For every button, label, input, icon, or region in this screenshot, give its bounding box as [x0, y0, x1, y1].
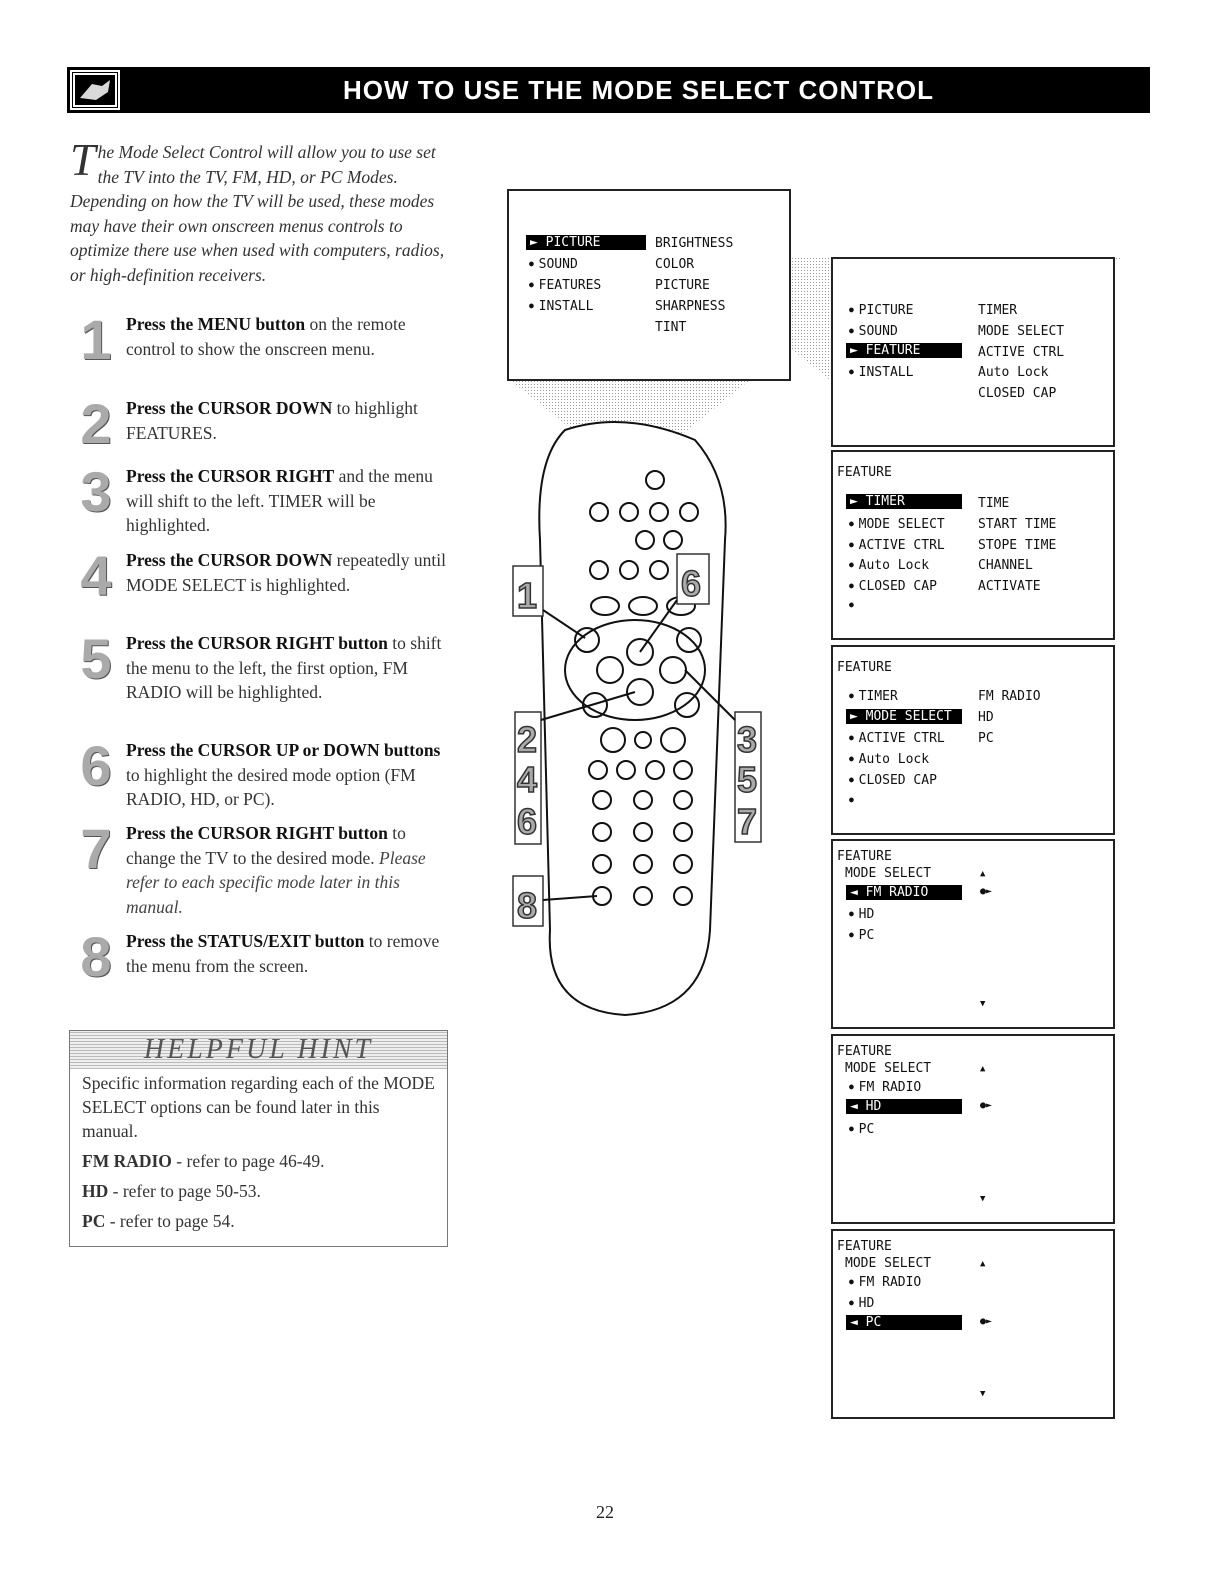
menu-item: ● Auto Lock — [849, 558, 929, 573]
menu-screen-main — [507, 189, 791, 381]
menu-item: ● FM RADIO — [849, 1080, 921, 1095]
step-desc: repeatedly until MODE SELECT is highlighted. — [126, 550, 446, 595]
step-action: Press the STATUS/EXIT button — [126, 931, 365, 951]
hint-ref-text: - refer to page 46-49. — [171, 1151, 325, 1171]
submenu-item: ACTIVE CTRL — [978, 345, 1065, 360]
menu-screen-1 — [831, 257, 1115, 447]
step-action: Press the CURSOR DOWN — [126, 550, 333, 570]
step-5 — [70, 627, 450, 705]
menu-item: ● HD — [849, 1296, 874, 1311]
hint-ref-text: - refer to page 54. — [105, 1211, 235, 1231]
screen-subtitle: MODE SELECT — [845, 1061, 932, 1076]
menu-item: ● INSTALL — [849, 365, 913, 380]
down-arrow-icon: ▼ — [980, 999, 986, 1009]
menu-screen-6 — [831, 1229, 1115, 1419]
step-8 — [70, 925, 450, 988]
menu-item: ● TIMER — [849, 689, 898, 704]
menu-item: ● ACTIVE CTRL — [849, 538, 945, 553]
page-header — [67, 67, 1150, 113]
remote-control-illustration — [505, 420, 758, 1020]
empty-bullet: ● — [849, 600, 854, 609]
menu-item: ● HD — [849, 907, 874, 922]
menu-item: ● CLOSED CAP — [849, 773, 937, 788]
callout-4: 4 — [517, 759, 538, 800]
callout-2: 2 — [517, 719, 538, 760]
up-arrow-icon: ▲ — [980, 1064, 986, 1074]
screen-title: FEATURE — [837, 660, 892, 675]
menu-item-install: ● INSTALL — [529, 299, 593, 314]
step-desc: on the remote control to show the onscreen menu. — [126, 314, 406, 359]
callout-7: 7 — [737, 801, 758, 842]
menu-item-picture: ► PICTURE — [526, 235, 646, 250]
submenu-item: MODE SELECT — [978, 324, 1065, 339]
up-arrow-icon: ▲ — [980, 1259, 986, 1269]
menu-item: ● PC — [849, 1122, 874, 1137]
screen-title: FEATURE — [837, 1044, 892, 1059]
step-number: 5 — [80, 627, 112, 690]
page-title: HOW TO USE THE MODE SELECT CONTROL — [342, 75, 935, 105]
step-3 — [70, 460, 450, 538]
hint-ref-fm — [82, 1149, 435, 1173]
step-number: 6 — [80, 734, 112, 797]
intro-paragraph — [70, 134, 450, 287]
down-arrow-icon: ▼ — [980, 1194, 986, 1204]
step-action: Press the CURSOR RIGHT button — [126, 633, 388, 653]
menu-item: ● ACTIVE CTRL — [849, 731, 945, 746]
submenu-item: PC — [978, 731, 994, 746]
step-desc: to change the TV to the desired mode. — [126, 823, 406, 868]
menu-screen-3 — [831, 645, 1115, 835]
submenu-item: CHANNEL — [978, 558, 1033, 573]
drop-cap: T — [70, 134, 96, 185]
menu-item-highlighted: ► MODE SELECT — [846, 709, 962, 724]
helpful-hint-box — [69, 1030, 448, 1247]
callout-8: 8 — [517, 885, 538, 926]
step-number: 2 — [80, 392, 112, 455]
screen-title: FEATURE — [837, 465, 892, 480]
select-arrow-icon: ●► — [980, 1100, 993, 1111]
step-number: 8 — [80, 925, 112, 988]
hint-title: HELPFUL HINT — [70, 1031, 447, 1069]
empty-bullet: ● — [849, 795, 854, 804]
step-6 — [70, 734, 450, 812]
submenu-item: TINT — [655, 320, 687, 335]
submenu-item: Auto Lock — [978, 365, 1049, 380]
callout-3: 3 — [737, 719, 758, 760]
select-arrow-icon: ●► — [980, 1316, 993, 1327]
step-desc: to shift the menu to the left, the first option, FM RADIO will be highlighted. — [126, 633, 442, 702]
callout-6-right: 6 — [681, 563, 702, 604]
page-number: 22 — [596, 1502, 614, 1522]
screen-subtitle: MODE SELECT — [845, 866, 932, 881]
menu-item-highlighted: ► FEATURE — [846, 343, 962, 358]
menu-screen-5 — [831, 1034, 1115, 1224]
step-action: Press the CURSOR RIGHT button — [126, 823, 388, 843]
screen-subtitle: MODE SELECT — [845, 1256, 932, 1271]
hint-ref-label: HD — [82, 1181, 109, 1201]
menu-item: ● SOUND — [849, 324, 898, 339]
submenu-item: FM RADIO — [978, 689, 1041, 704]
menu-item-highlighted: ◄ FM RADIO — [846, 885, 962, 900]
menu-item-sound: ● SOUND — [529, 257, 578, 272]
menu-item: ● MODE SELECT — [849, 517, 945, 532]
submenu-item: PICTURE — [655, 278, 710, 293]
hint-ref-label: FM RADIO — [82, 1151, 172, 1171]
callout-6-left: 6 — [517, 801, 538, 842]
submenu-item: BRIGHTNESS — [655, 236, 734, 251]
hint-ref-pc — [82, 1209, 435, 1233]
step-number: 7 — [80, 817, 112, 880]
submenu-item: CLOSED CAP — [978, 386, 1057, 401]
hint-ref-label: PC — [82, 1211, 106, 1231]
step-1 — [70, 308, 450, 371]
menu-item: ● PC — [849, 928, 874, 943]
submenu-item: STOPE TIME — [978, 538, 1057, 553]
step-note: Please refer to each specific mode later in this manual. — [126, 847, 426, 917]
intro-text: he Mode Select Control will allow you to use set the TV into the TV, FM, HD, or PC Modes. Depending on how the TV will be used, these modes may have their own onscreen menus controls to optimize there use when used with computers, radios, or high-definition receivers. — [70, 142, 445, 285]
step-desc: to highlight the desired mode option (FM RADIO, HD, or PC). — [126, 764, 416, 809]
callout-1: 1 — [517, 575, 538, 616]
step-number: 3 — [80, 460, 112, 523]
submenu-item: TIMER — [978, 303, 1018, 318]
step-2 — [70, 392, 450, 455]
hint-ref-hd — [82, 1179, 435, 1203]
submenu-item: COLOR — [655, 257, 695, 272]
step-desc: to highlight FEATURES. — [126, 398, 418, 443]
screen-title: FEATURE — [837, 1239, 892, 1254]
submenu-item: ACTIVATE — [978, 579, 1041, 594]
down-arrow-icon: ▼ — [980, 1389, 986, 1399]
menu-item-highlighted: ► TIMER — [846, 494, 962, 509]
menu-item-highlighted: ◄ PC — [846, 1315, 962, 1330]
callout-5: 5 — [737, 759, 758, 800]
hint-ref-text: - refer to page 50-53. — [108, 1181, 261, 1201]
up-arrow-icon: ▲ — [980, 869, 986, 879]
submenu-item: TIME — [978, 496, 1010, 511]
step-action: Press the MENU button — [126, 314, 306, 334]
step-number: 4 — [80, 544, 112, 607]
step-action: Press the CURSOR RIGHT — [126, 466, 335, 486]
step-7 — [70, 817, 450, 919]
submenu-item: SHARPNESS — [655, 299, 726, 314]
hint-text: Specific information regarding each of the MODE SELECT options can be found later in this manual. — [82, 1073, 435, 1141]
menu-item: ● CLOSED CAP — [849, 579, 937, 594]
menu-screen-4 — [831, 839, 1115, 1029]
screen-title: FEATURE — [837, 849, 892, 864]
menu-item-features: ● FEATURES — [529, 278, 601, 293]
menu-item: ● PICTURE — [849, 303, 913, 318]
step-desc: and the menu will shift to the left. TIMER will be highlighted. — [126, 466, 433, 535]
step-4 — [70, 544, 450, 607]
menu-screen-2 — [831, 450, 1115, 640]
step-number: 1 — [80, 308, 112, 371]
step-action: Press the CURSOR DOWN — [126, 398, 333, 418]
menu-item: ● FM RADIO — [849, 1275, 921, 1290]
step-desc: to remove the menu from the screen. — [126, 931, 440, 976]
submenu-item: HD — [978, 710, 994, 725]
menu-item: ● Auto Lock — [849, 752, 929, 767]
step-action: Press the CURSOR UP or DOWN buttons — [126, 740, 441, 760]
menu-item-highlighted: ◄ HD — [846, 1099, 962, 1114]
select-arrow-icon: ●► — [980, 886, 993, 897]
submenu-item: START TIME — [978, 517, 1057, 532]
